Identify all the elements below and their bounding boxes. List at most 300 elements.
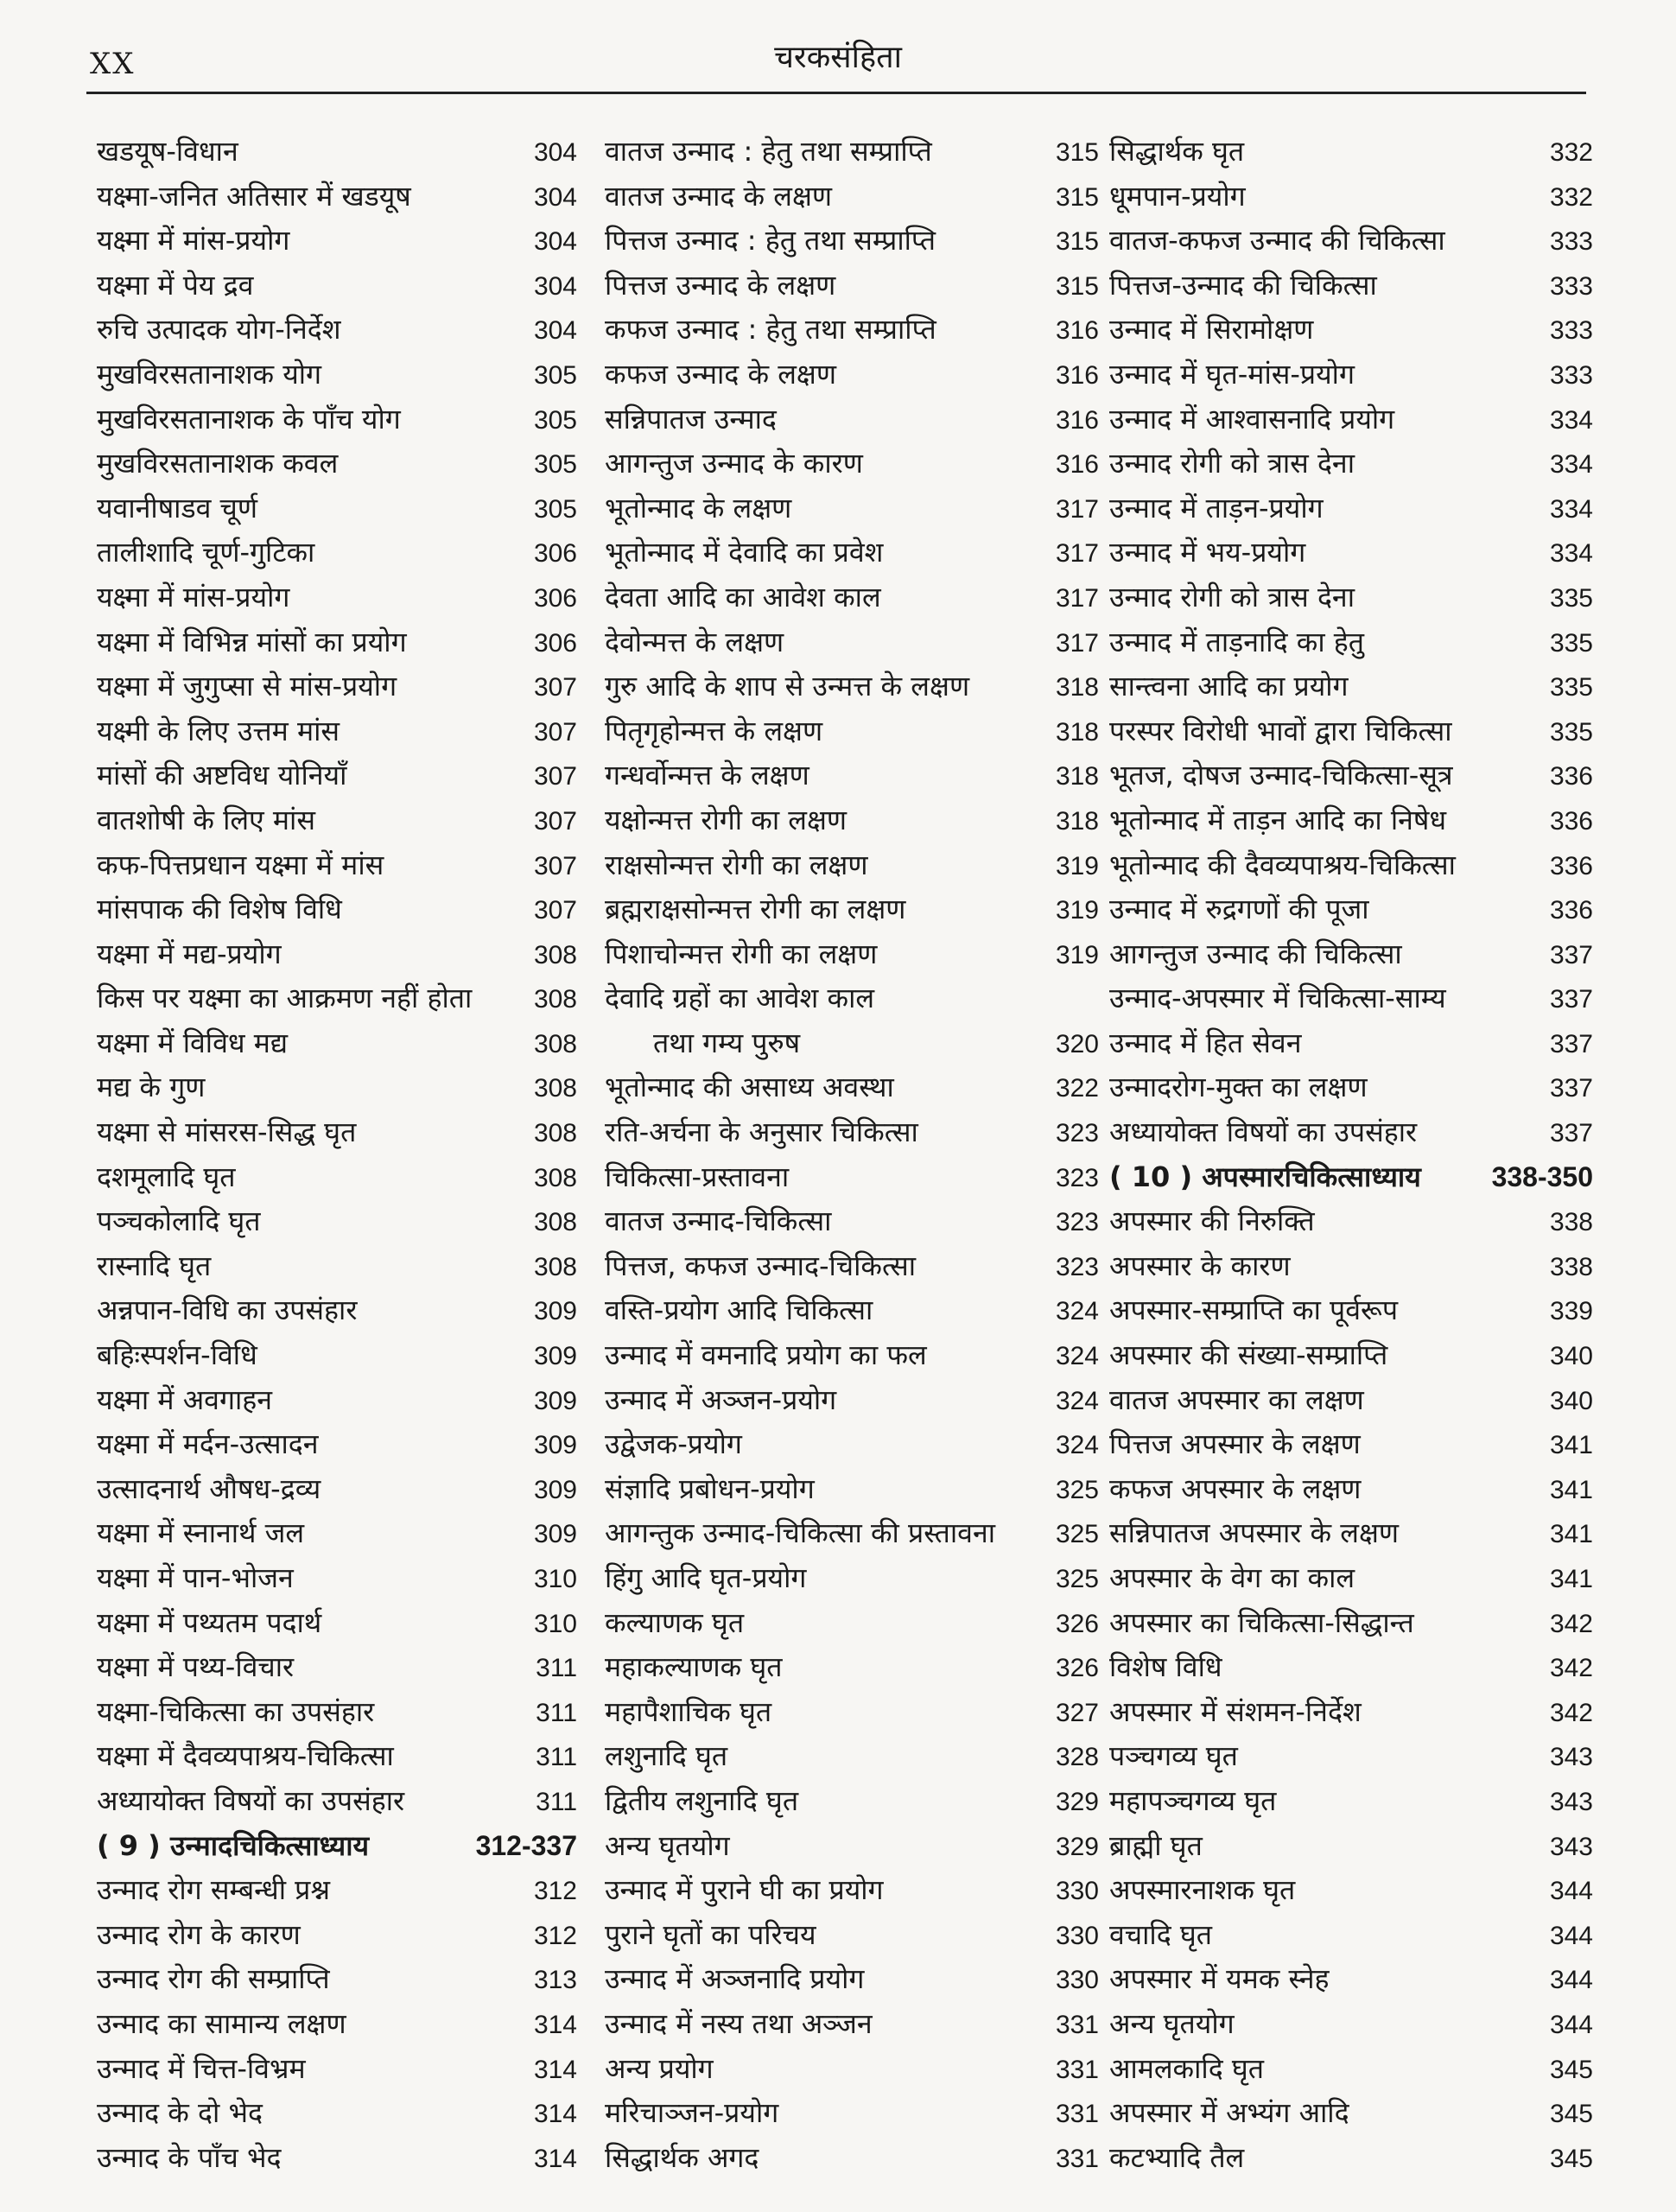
toc-column-3 [1109, 130, 1593, 2180]
page-header [0, 0, 1676, 95]
toc-entry-title: परस्पर विरोधी भावों द्वारा चिकित्सा [1109, 714, 1452, 747]
toc-entry [1109, 130, 1593, 175]
toc-entry [605, 1288, 1099, 1333]
toc-entry-page: 304 [533, 138, 577, 167]
toc-entry [1109, 264, 1593, 308]
toc-entry-page: 337 [1549, 1119, 1593, 1148]
toc-entry-page: 333 [1549, 316, 1593, 346]
toc-entry [1109, 308, 1593, 353]
toc-entry-page: 317 [1055, 583, 1099, 613]
toc-entry [1109, 2047, 1593, 2092]
toc-entry [97, 753, 577, 798]
toc-entry-page: 331 [1055, 2144, 1099, 2173]
toc-entry-title: आगन्तुक उन्माद-चिकित्सा की प्रस्तावना [605, 1516, 996, 1550]
toc-entry-title: अपस्मार की निरुक्ति [1109, 1205, 1315, 1238]
toc-entry [1109, 1378, 1593, 1423]
toc-entry-title: यक्ष्मा में मर्दन-उत्सादन [97, 1427, 319, 1461]
toc-entry-page: 335 [1549, 628, 1593, 658]
toc-entry-title: अन्य प्रयोग [605, 2051, 714, 2085]
toc-entry-page: 324 [1055, 1297, 1099, 1326]
toc-entry [1109, 442, 1593, 486]
toc-entry [97, 1288, 577, 1333]
toc-entry-page: 323 [1055, 1208, 1099, 1237]
toc-entry [97, 1601, 577, 1646]
toc-entry [1109, 1199, 1593, 1244]
toc-entry-page: 309 [533, 1386, 577, 1415]
toc-entry-page: 319 [1055, 940, 1099, 969]
toc-entry-page: 333 [1549, 227, 1593, 257]
toc-entry-page: 324 [1055, 1342, 1099, 1371]
toc-entry [97, 353, 577, 397]
toc-entry [1109, 1288, 1593, 1333]
toc-entry-page: 345 [1549, 2055, 1593, 2084]
toc-entry-title: वस्ति-प्रयोग आदि चिकित्सा [605, 1294, 873, 1327]
toc-entry-page: 309 [533, 1297, 577, 1326]
toc-entry-page: 341 [1549, 1565, 1593, 1593]
toc-entry [605, 1333, 1099, 1378]
toc-entry [1109, 397, 1593, 442]
toc-entry-title: अन्य घृतयोग [1109, 2006, 1235, 2040]
toc-entry-page: 340 [1549, 1386, 1593, 1415]
toc-entry-page: 343 [1549, 1832, 1593, 1861]
toc-entry-page: 304 [533, 271, 577, 301]
toc-entry-page: 313 [533, 1966, 577, 1995]
toc-entry-title: ( 9 ) उन्मादचिकित्साध्याय [97, 1828, 370, 1862]
toc-entry-page: 315 [1055, 271, 1099, 301]
toc-entry-title: ब्रह्मराक्षसोन्मत्त रोगी का लक्षण [605, 893, 906, 926]
toc-entry [97, 1021, 577, 1066]
toc-entry [605, 1957, 1099, 2002]
toc-entry [1109, 1511, 1593, 1556]
toc-entry-page: 337 [1549, 1029, 1593, 1058]
toc-entry-page: 311 [536, 1787, 577, 1816]
toc-entry [605, 1155, 1099, 1200]
toc-entry [1109, 1957, 1593, 2002]
toc-entry-page: 342 [1549, 1609, 1593, 1638]
toc-entry-page: 344 [1549, 1921, 1593, 1950]
toc-entry [605, 575, 1099, 620]
toc-entry-page: 315 [1055, 138, 1099, 167]
toc-entry [97, 1155, 577, 1200]
toc-entry-title: सान्त्वना आदि का प्रयोग [1109, 670, 1349, 703]
toc-entry [1109, 175, 1593, 219]
toc-entry-page: 326 [1055, 1654, 1099, 1683]
toc-entry-title: कटभ्यादि तैल [1109, 2140, 1245, 2174]
toc-entry-page: 306 [533, 583, 577, 613]
toc-entry-title: उन्माद रोग के कारण [97, 1917, 301, 1951]
toc-entry-title: द्वितीय लशुनादि घृत [605, 1783, 799, 1817]
toc-entry-page: 308 [533, 1119, 577, 1148]
toc-entry [97, 1913, 577, 1958]
toc-entry-title: यवानीषाडव चूर्ण [97, 491, 258, 524]
toc-entry [97, 1957, 577, 2002]
toc-entry [605, 1824, 1099, 1869]
toc-entry [97, 531, 577, 575]
toc-entry-title: खडयूष-विधान [97, 135, 238, 168]
toc-entry-page: 331 [1055, 2100, 1099, 2129]
toc-entry-page: 312 [533, 1877, 577, 1906]
toc-entry-title: अध्यायोक्त विषयों का उपसंहार [1109, 1116, 1418, 1149]
toc-entry-page: 332 [1549, 182, 1593, 212]
toc-entry-page: 314 [533, 2144, 577, 2173]
toc-entry [1109, 664, 1593, 709]
toc-entry-page: 310 [533, 1565, 577, 1593]
toc-entry-title: यक्ष्मा में पेय द्रव [97, 268, 254, 302]
toc-entry [97, 2091, 577, 2136]
toc-entry-page: 305 [533, 450, 577, 480]
toc-entry [97, 1333, 577, 1378]
toc-entry-title: उन्माद में ताड़न-प्रयोग [1109, 491, 1324, 524]
toc-entry [97, 1110, 577, 1155]
toc-entry [1109, 709, 1593, 754]
toc-entry-title: रति-अर्चना के अनुसार चिकित्सा [605, 1116, 918, 1149]
toc-entry-title: अपस्मार में यमक स्नेह [1109, 1962, 1330, 1996]
toc-entry-page: 338-350 [1491, 1160, 1593, 1192]
toc-entry [1109, 753, 1593, 798]
toc-entry-page: 310 [533, 1609, 577, 1638]
toc-entry-title: यक्षोन्मत्त रोगी का लक्षण [605, 803, 848, 836]
toc-entry-page: 312-337 [475, 1829, 577, 1861]
toc-entry [97, 887, 577, 932]
toc-entry-page: 334 [1549, 539, 1593, 569]
toc-entry [605, 2136, 1099, 2181]
toc-entry [605, 264, 1099, 308]
toc-entry [605, 1556, 1099, 1601]
toc-entry-title: भूतज, दोषज उन्माद-चिकित्सा-सूत्र [1109, 759, 1453, 792]
toc-entry [1109, 2136, 1593, 2181]
toc-entry-page: 314 [533, 2055, 577, 2084]
toc-entry [605, 664, 1099, 709]
toc-entry [605, 1601, 1099, 1646]
toc-entry [605, 887, 1099, 932]
toc-entry [1109, 1734, 1593, 1779]
toc-entry [605, 1378, 1099, 1423]
toc-entry-page: 336 [1549, 762, 1593, 791]
toc-entry-page: 332 [1549, 138, 1593, 167]
page-number: XX [90, 47, 136, 81]
toc-entry-title: उन्माद में चित्त-विभ्रम [97, 2051, 306, 2085]
toc-entry [1109, 843, 1593, 888]
toc-entry-title: अपस्मार में संशमन-निर्देश [1109, 1694, 1362, 1728]
toc-entry-page: 344 [1549, 1877, 1593, 1906]
toc-entry-title: भूतोन्माद में देवादि का प्रवेश [605, 536, 884, 569]
toc-entry [605, 1511, 1099, 1556]
toc-entry-page: 317 [1055, 628, 1099, 658]
toc-entry [1109, 1868, 1593, 1913]
toc-column-2 [605, 130, 1099, 2180]
toc-entry-page: 334 [1549, 450, 1593, 480]
toc-entry-page: 319 [1055, 851, 1099, 880]
toc-entry [97, 664, 577, 709]
toc-entry [97, 130, 577, 175]
toc-entry-title: आमलकादि घृत [1109, 2051, 1265, 2085]
toc-entry-title: यक्ष्मा में मांस-प्रयोग [97, 224, 290, 257]
toc-entry-title: सिद्धार्थक अगद [605, 2140, 759, 2174]
toc-entry [1109, 1422, 1593, 1467]
toc-entry [97, 1734, 577, 1779]
toc-entry-page: 308 [533, 1029, 577, 1058]
toc-entry [97, 798, 577, 843]
toc-entry-page: 344 [1549, 2010, 1593, 2039]
toc-entry-title: उन्मादरोग-मुक्त का लक्षण [1109, 1071, 1368, 1104]
toc-entry-page: 333 [1549, 360, 1593, 390]
toc-entry-page: 316 [1055, 360, 1099, 390]
toc-entry [605, 130, 1099, 175]
toc-entry [97, 175, 577, 219]
toc-entry [97, 575, 577, 620]
toc-entry-title: पुराने घृतों का परिचय [605, 1917, 816, 1951]
toc-entry-title: उन्माद में रुद्रगणों की पूजा [1109, 893, 1369, 926]
toc-entry [605, 397, 1099, 442]
toc-entry-page: 317 [1055, 494, 1099, 524]
toc-entry-title: भूतोन्माद की दैवव्यपाश्रय-चिकित्सा [1109, 848, 1456, 881]
toc-entry-page: 325 [1055, 1475, 1099, 1504]
toc-entry-title: यक्ष्मा में जुगुप्सा से मांस-प्रयोग [97, 670, 397, 703]
toc-entry-title: गन्धर्वोन्मत्त के लक्षण [605, 759, 809, 792]
toc-entry [97, 1868, 577, 1913]
toc-entry-title: अपस्मार-सम्प्राप्ति का पूर्वरूप [1109, 1294, 1399, 1327]
toc-entry [1109, 1824, 1593, 1869]
toc-entry-page: 336 [1549, 806, 1593, 836]
book-title: चरकसंहिता [774, 40, 902, 75]
toc-entry-page: 325 [1055, 1565, 1099, 1593]
toc-entry-title: भूतोन्माद में ताड़न आदि का निषेध [1109, 803, 1447, 836]
toc-entry-page: 308 [533, 940, 577, 969]
toc-entry-title: यक्ष्मा में पान-भोजन [97, 1561, 294, 1594]
toc-entry-title: पञ्चगव्य घृत [1109, 1739, 1238, 1773]
toc-entry-title: पित्तज, कफज उन्माद-चिकित्सा [605, 1249, 917, 1282]
toc-entry-title: वातज उन्माद के लक्षण [605, 179, 833, 213]
toc-entry-title: रास्नादि घृत [97, 1249, 212, 1282]
toc-entry-title: किस पर यक्ष्मा का आक्रमण नहीं होता [97, 982, 473, 1015]
toc-entry-page: 323 [1055, 1163, 1099, 1192]
toc-entry-title: आगन्तुज उन्माद के कारण [605, 447, 863, 480]
toc-entry-page: 316 [1055, 316, 1099, 346]
toc-entry-page: 319 [1055, 896, 1099, 925]
toc-entry-page: 309 [533, 1342, 577, 1371]
toc-entry-page: 327 [1055, 1698, 1099, 1727]
toc-entry-page: 325 [1055, 1520, 1099, 1549]
toc-entry [97, 2047, 577, 2092]
toc-entry-title: कल्याणक घृत [605, 1605, 745, 1639]
toc-entry-title: सन्निपातज उन्माद [605, 402, 777, 435]
toc-entry [1109, 887, 1593, 932]
toc-entry [1109, 486, 1593, 531]
toc-entry-title: यक्ष्मा में अवगाहन [97, 1382, 273, 1416]
toc-entry-page: 341 [1549, 1475, 1593, 1504]
toc-entry [605, 531, 1099, 575]
toc-entry [97, 486, 577, 531]
toc-entry-page: 311 [536, 1743, 577, 1772]
toc-entry-page: 331 [1055, 2055, 1099, 2084]
toc-entry-page: 309 [533, 1475, 577, 1504]
toc-entry-page: 329 [1055, 1832, 1099, 1861]
toc-entry-title: वातज उन्माद-चिकित्सा [605, 1205, 832, 1238]
toc-entry-title: अपस्मार के वेग का काल [1109, 1561, 1355, 1594]
toc-entry-page: 308 [533, 985, 577, 1014]
toc-entry [1109, 1110, 1593, 1155]
toc-entry [1109, 1467, 1593, 1512]
toc-entry-title: मरिचाञ्जन-प्रयोग [605, 2096, 779, 2130]
toc-entry [97, 1378, 577, 1423]
toc-entry-title: देवादि ग्रहों का आवेश काल [605, 982, 875, 1015]
toc-entry-page: 304 [533, 182, 577, 212]
toc-entry-title: महाकल्याणक घृत [605, 1650, 783, 1684]
toc-entry [97, 932, 577, 977]
toc-entry-page: 309 [533, 1431, 577, 1460]
toc-entry-title: यक्ष्मा में विविध मद्य [97, 1026, 289, 1059]
toc-entry-title: उन्माद में अञ्जनादि प्रयोग [605, 1962, 865, 1996]
toc-entry [97, 442, 577, 486]
toc-entry-page: 316 [1055, 405, 1099, 435]
toc-entry-title: अपस्मारनाशक घृत [1109, 1873, 1296, 1907]
toc-entry-title: राक्षसोन्मत्त रोगी का लक्षण [605, 848, 868, 881]
toc-entry-page: 308 [533, 1074, 577, 1103]
toc-entry-title: रुचि उत्पादक योग-निर्देश [97, 313, 341, 346]
toc-entry-title: गुरु आदि के शाप से उन्मत्त के लक्षण [605, 670, 970, 703]
toc-entry-page: 312 [533, 1921, 577, 1950]
toc-entry-title: पित्तज-उन्माद की चिकित्सा [1109, 268, 1377, 302]
toc-entry-page: 320 [1055, 1029, 1099, 1058]
toc-entry-title: मांसों की अष्टविध योनियाँ [97, 759, 347, 792]
toc-entry [97, 1467, 577, 1512]
toc-entry-title: बहिःस्पर्शन-विधि [97, 1338, 257, 1372]
toc-entry-title: उन्माद-अपस्मार में चिकित्सा-साम्य [1109, 982, 1446, 1015]
toc-entry [97, 2002, 577, 2047]
toc-entry [1109, 219, 1593, 264]
toc-entry [97, 620, 577, 665]
toc-entry-page: 333 [1549, 271, 1593, 301]
toc-entry-title: संज्ञादि प्रबोधन-प्रयोग [605, 1471, 815, 1505]
toc-entry [1109, 353, 1593, 397]
toc-entry [1109, 575, 1593, 620]
toc-entry [97, 1244, 577, 1289]
toc-entry-title: उन्माद रोगी को त्रास देना [1109, 447, 1355, 480]
toc-entry [605, 219, 1099, 264]
toc-entry-title: उन्माद का सामान्य लक्षण [97, 2006, 346, 2040]
toc-entry-page: 331 [1055, 2010, 1099, 2039]
toc-entry [605, 843, 1099, 888]
toc-entry-page: 323 [1055, 1119, 1099, 1148]
toc-entry [1109, 1645, 1593, 1690]
toc-entry-title: धूमपान-प्रयोग [1109, 179, 1246, 213]
toc-entry-page: 336 [1549, 851, 1593, 880]
toc-entry-page: 342 [1549, 1698, 1593, 1727]
toc-entry [1109, 798, 1593, 843]
toc-entry-title: अन्य घृतयोग [605, 1828, 730, 1862]
toc-entry-title: उन्माद में आश्वासनादि प्रयोग [1109, 402, 1395, 435]
toc-entry [605, 620, 1099, 665]
toc-entry-page: 324 [1055, 1386, 1099, 1415]
toc-entry-title: पित्तज उन्माद के लक्षण [605, 268, 836, 302]
toc-entry [1109, 2002, 1593, 2047]
toc-entry-title: उन्माद में ताड़नादि का हेतु [1109, 625, 1365, 658]
toc-entry-page: 329 [1055, 1787, 1099, 1816]
toc-entry-page: 305 [533, 405, 577, 435]
toc-entry-title: उन्माद रोग सम्बन्धी प्रश्न [97, 1873, 331, 1907]
toc-entry-page: 334 [1549, 405, 1593, 435]
toc-entry-page: 307 [533, 806, 577, 836]
toc-entry [605, 2091, 1099, 2136]
toc-entry [97, 2136, 577, 2181]
toc-entry [605, 1868, 1099, 1913]
toc-entry [1109, 932, 1593, 977]
toc-entry-page: 304 [533, 316, 577, 346]
toc-entry [1109, 1333, 1593, 1378]
toc-entry-page: 338 [1549, 1252, 1593, 1281]
toc-entry-page: 340 [1549, 1342, 1593, 1371]
toc-entry-title: उत्सादनार्थ औषध-द्रव्य [97, 1471, 321, 1505]
toc-entry-page: 342 [1549, 1654, 1593, 1683]
toc-entry [605, 175, 1099, 219]
toc-entry-page: 315 [1055, 227, 1099, 257]
toc-entry-page: 308 [533, 1208, 577, 1237]
toc-entry [605, 753, 1099, 798]
toc-entry-title: अपस्मार के कारण [1109, 1249, 1291, 1282]
toc-entry-title: यक्ष्मा में पथ्यतम पदार्थ [97, 1605, 322, 1639]
toc-entry-title: दशमूलादि घृत [97, 1160, 236, 1193]
toc-entry-title: अन्नपान-विधि का उपसंहार [97, 1294, 358, 1327]
toc-entry-page: 322 [1055, 1074, 1099, 1103]
toc-entry-page: 305 [533, 494, 577, 524]
toc-entry-page: 337 [1549, 1074, 1593, 1103]
toc-entry-title: मद्य के गुण [97, 1071, 206, 1104]
chapter-heading [97, 1824, 577, 1869]
toc-entry-title: देवोन्मत्त के लक्षण [605, 625, 784, 658]
toc-entry [605, 709, 1099, 754]
toc-entry [605, 1199, 1099, 1244]
toc-entry-page: 337 [1549, 940, 1593, 969]
toc-entry-title: विशेष विधि [1109, 1650, 1222, 1684]
toc-entry [605, 308, 1099, 353]
toc-entry-page: 328 [1055, 1743, 1099, 1772]
toc-entry-title: ब्राह्मी घृत [1109, 1828, 1203, 1862]
toc-entry [97, 1690, 577, 1735]
toc-entry [97, 1556, 577, 1601]
toc-entry-title: उन्माद रोग की सम्प्राप्ति [97, 1962, 330, 1996]
toc-entry-title: तालीशादि चूर्ण-गुटिका [97, 536, 315, 569]
toc-entry-page: 318 [1055, 762, 1099, 791]
toc-entry [1109, 1065, 1593, 1110]
toc-entry-title: उन्माद में हित सेवन [1109, 1026, 1302, 1059]
toc-entry-title: उन्माद में भय-प्रयोग [1109, 536, 1306, 569]
chapter-heading [1109, 1155, 1593, 1200]
toc-entry-title: उन्माद में अञ्जन-प्रयोग [605, 1382, 837, 1416]
toc-entry-page: 323 [1055, 1252, 1099, 1281]
toc-entry-title: महापैशाचिक घृत [605, 1694, 772, 1728]
toc-entry [97, 264, 577, 308]
toc-entry-title: भूतोन्माद के लक्षण [605, 491, 792, 524]
toc-entry-page: 311 [536, 1654, 577, 1683]
toc-entry-page: 338 [1549, 1208, 1593, 1237]
toc-entry [97, 843, 577, 888]
toc-entry [605, 1244, 1099, 1289]
toc-entry-page: 345 [1549, 2144, 1593, 2173]
toc-entry [97, 1422, 577, 1467]
toc-entry-page: 314 [533, 2100, 577, 2129]
toc-entry [605, 1021, 1099, 1066]
toc-entry [605, 1734, 1099, 1779]
toc-entry-title: मुखविरसतानाशक कवल [97, 447, 339, 480]
toc-entry [1109, 1913, 1593, 1958]
toc-entry-title: पिशाचोन्मत्त रोगी का लक्षण [605, 937, 878, 970]
toc-entry [605, 353, 1099, 397]
toc-entry [605, 1690, 1099, 1735]
toc-entry [1109, 1779, 1593, 1824]
toc-entry [605, 1645, 1099, 1690]
toc-entry-title: यक्ष्मी के लिए उत्तम मांस [97, 714, 340, 747]
toc-entry-title: भूतोन्माद की असाध्य अवस्था [605, 1071, 894, 1104]
